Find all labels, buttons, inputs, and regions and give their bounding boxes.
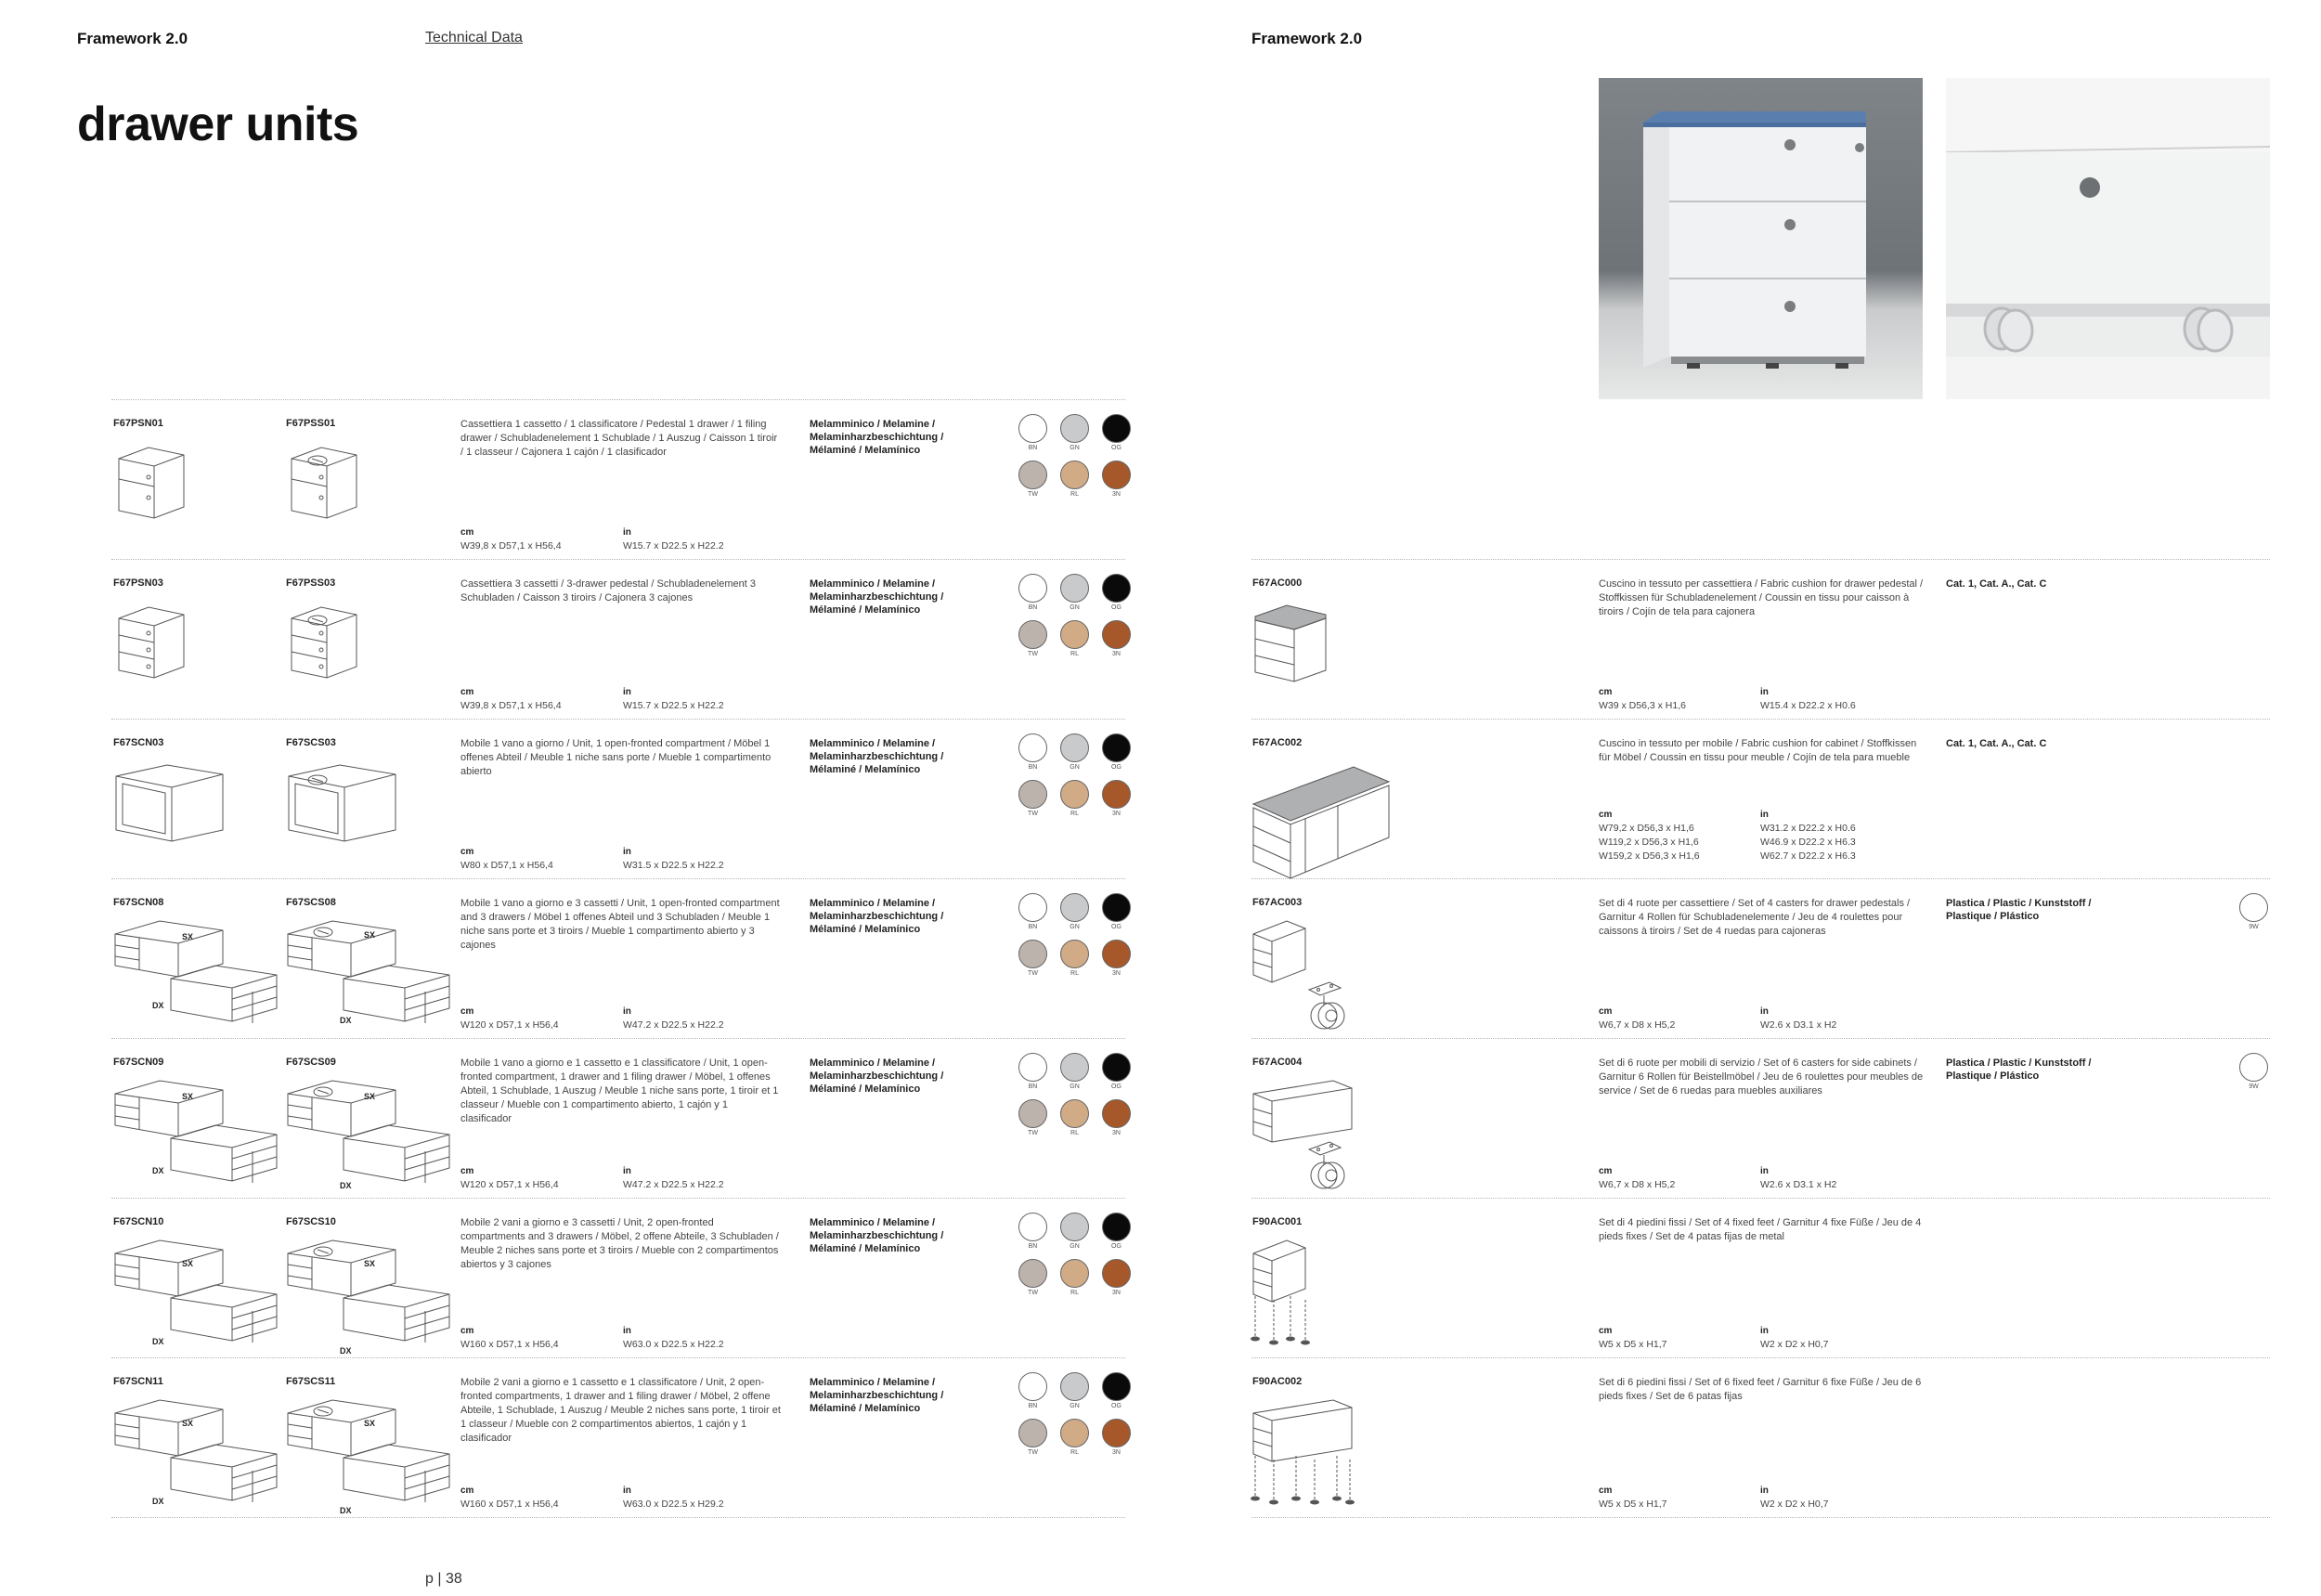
color-swatch-label: 3N: [1112, 970, 1121, 977]
dimensions-cm: W39 x D56,3 x H1,6: [1599, 700, 1686, 711]
dimensions-in: W63.0 x D22.5 x H22.2: [623, 1339, 724, 1350]
color-swatch-3n[interactable]: [1102, 461, 1131, 489]
color-swatch-label: BN: [1028, 924, 1038, 930]
color-swatch-label: BN: [1028, 604, 1038, 611]
accessory-code: F67AC000: [1252, 577, 1303, 589]
color-swatch-label: RL: [1070, 970, 1079, 977]
page-number: p | 38: [425, 1571, 462, 1587]
color-swatch-label: GN: [1070, 1243, 1080, 1250]
right-variant-label: DX: [152, 1166, 164, 1175]
accessory-drawing: [1250, 748, 1398, 892]
color-swatch-rl[interactable]: [1060, 461, 1089, 489]
dimensions-cm: W5 x D5 x H1,7: [1599, 1339, 1667, 1350]
unit-in-label: in: [623, 1006, 631, 1017]
product-code: F67SCN08: [113, 897, 164, 908]
material: Melamminico / Melamine / Melaminharzbeschichtung / Mélaminé / Melamínico: [810, 1058, 944, 1095]
unit-cm-label: cm: [1599, 1166, 1613, 1176]
accessory-code: F67AC003: [1252, 897, 1303, 908]
color-swatch-label: BN: [1028, 445, 1038, 451]
unit-cm-label: cm: [460, 527, 474, 538]
color-swatch-label: 3N: [1112, 491, 1121, 498]
unit-cm-label: cm: [1599, 810, 1613, 820]
color-swatch-label: TW: [1028, 1130, 1038, 1136]
accessory-row: [0, 1198, 2321, 1357]
product-description: Mobile 1 vano a giorno e 1 cassetto e 1 classificatore / Unit, 1 open-fronted compartment, 1 drawer and 1 filing drawer / Möbel, 1 offenes Abteil, 1 Schublade, 1 Auszug / Meuble 1 niche sans porte, 1 tiroir et 1 classeur / Mueble con 1 compartimento abierto, 1 cajón y 1 clasificador: [460, 1058, 779, 1124]
product-description: Mobile 1 vano a giorno e 3 cassetti / Unit, 1 open-fronted compartment and 3 drawers / Möbel 1 offenes Abteil und 3 Schubladen / Meuble 1 niche sans porte et 3 tiroirs / Mueble 1 compartimento abierto y 3 cajones: [460, 898, 780, 951]
right-variant-label-alt: DX: [340, 1181, 352, 1190]
color-swatch-label: OG: [1111, 1403, 1122, 1409]
dimensions-in: W15.7 x D22.5 x H22.2: [623, 700, 724, 711]
unit-in-label: in: [623, 527, 631, 538]
unit-in-label: in: [1760, 1006, 1769, 1017]
product-code-alt: F67PSS03: [286, 577, 336, 589]
dimensions-in: W15.7 x D22.5 x H22.2: [623, 540, 724, 551]
material: Melamminico / Melamine / Melaminharzbeschichtung / Mélaminé / Melamínico: [810, 1377, 944, 1414]
accessory-description: Set di 4 ruote per cassettiere / Set of 4 casters for drawer pedestals / Garnitur 4 Rollen für Schubladenelemente / Jeu de 4 roulettes pour caissons à tiroirs / Set de 4 ruedas para cajoneras: [1599, 898, 1911, 937]
color-swatch-label: TW: [1028, 491, 1038, 498]
material: Melamminico / Melamine / Melaminharzbeschichtung / Mélaminé / Melamínico: [810, 1217, 944, 1254]
color-swatch-9w[interactable]: [2239, 1053, 2268, 1082]
product-description: Cassettiera 1 cassetto / 1 classificatore / Pedestal 1 drawer / 1 filing drawer / Schubladenelement 1 Schublade / 1 Auszug / Caisson 1 tiroir / 1 classeur / Cajonera 1 cajón / 1 clasificador: [460, 419, 778, 458]
color-swatch-label: RL: [1070, 1449, 1079, 1456]
color-swatch-label: BN: [1028, 1243, 1038, 1250]
accessory-material: Cat. 1, Cat. A., Cat. C: [1946, 578, 2047, 590]
technical-data-link[interactable]: Technical Data: [425, 30, 523, 45]
accessory-drawing: [1250, 596, 1370, 720]
color-swatch-label: GN: [1070, 1403, 1080, 1409]
unit-cm-label: cm: [460, 847, 474, 857]
accessory-drawing: [1250, 1075, 1370, 1199]
unit-cm-label: cm: [460, 687, 474, 697]
dimensions-cm: W120 x D57,1 x H56,4: [460, 1179, 559, 1190]
color-swatch-label: TW: [1028, 651, 1038, 657]
material: Melamminico / Melamine / Melaminharzbeschichtung / Mélaminé / Melamínico: [810, 898, 944, 935]
dimensions-cm: W80 x D57,1 x H56,4: [460, 860, 553, 871]
product-code-alt: F67PSS01: [286, 418, 336, 429]
product-code-alt: F67SCS08: [286, 897, 336, 908]
color-swatch-gn[interactable]: [1060, 414, 1089, 443]
unit-in-label: in: [623, 1486, 631, 1496]
color-swatch-9w[interactable]: [2239, 893, 2268, 922]
dimensions-cm: W79,2 x D56,3 x H1,6 W119,2 x D56,3 x H1,6 W159,2 x D56,3 x H1,6: [1599, 823, 1700, 862]
product-code: F67SCN03: [113, 737, 164, 748]
material: Melamminico / Melamine / Melaminharzbeschichtung / Mélaminé / Melamínico: [810, 738, 944, 775]
color-swatch-bn[interactable]: [1018, 414, 1047, 443]
left-variant-label-alt: SX: [364, 1419, 376, 1428]
color-swatch-label: GN: [1070, 764, 1080, 771]
right-variant-label-alt: DX: [340, 1016, 352, 1025]
product-drawing: [111, 436, 227, 529]
product-photo-casters: [1946, 78, 2270, 399]
material: Melamminico / Melamine / Melaminharzbeschichtung / Mélaminé / Melamínico: [810, 419, 944, 456]
dimensions-cm: W5 x D5 x H1,7: [1599, 1499, 1667, 1510]
dimensions-cm: W160 x D57,1 x H56,4: [460, 1339, 559, 1350]
product-description: Cassettiera 3 cassetti / 3-drawer pedestal / Schubladenelement 3 Schubladen / Caisson 3 tiroirs / Cajonera 3 cajones: [460, 578, 756, 603]
color-swatch-label: BN: [1028, 1083, 1038, 1090]
unit-cm-label: cm: [460, 1486, 474, 1496]
unit-cm-label: cm: [1599, 1006, 1613, 1017]
accessory-code: F90AC002: [1252, 1376, 1303, 1387]
unit-cm-label: cm: [1599, 1326, 1613, 1336]
dimensions-cm: W120 x D57,1 x H56,4: [460, 1019, 559, 1031]
color-swatch-label: OG: [1111, 445, 1122, 451]
color-swatch-label: RL: [1070, 651, 1079, 657]
accessory-material: Cat. 1, Cat. A., Cat. C: [1946, 738, 2047, 749]
color-swatch-label: 3N: [1112, 651, 1121, 657]
product-code: F67PSN01: [113, 418, 163, 429]
accessory-code: F67AC004: [1252, 1057, 1303, 1068]
left-variant-label: SX: [182, 1419, 194, 1428]
color-swatch-label: 3N: [1112, 1290, 1121, 1296]
material: Melamminico / Melamine / Melaminharzbeschichtung / Mélaminé / Melamínico: [810, 578, 944, 616]
dimensions-in: W63.0 x D22.5 x H29.2: [623, 1499, 724, 1510]
dimensions-in: W2 x D2 x H0,7: [1760, 1499, 1829, 1510]
color-swatch-label: TW: [1028, 811, 1038, 817]
dimensions-in: W31.2 x D22.2 x H0.6 W46.9 x D22.2 x H6.3 W62.7 x D22.2 x H6.3: [1760, 823, 1856, 862]
dimensions-in: W2.6 x D3.1 x H2: [1760, 1019, 1837, 1031]
accessory-description: Set di 6 piedini fissi / Set of 6 fixed feet / Garnitur 6 fixe Füße / Jeu de 6 pieds fixes / Set de 6 patas fijas: [1599, 1377, 1922, 1402]
right-variant-label: DX: [152, 1001, 164, 1010]
unit-cm-label: cm: [1599, 687, 1613, 697]
product-description: Mobile 2 vani a giorno e 3 cassetti / Unit, 2 open-fronted compartments and 3 drawers / Möbel, 2 offene Abteile, 3 Schubladen / Meuble 2 niches sans porte et 3 tiroirs / Mueble con 2 compartimentos abiertos y 3 cajones: [460, 1217, 779, 1270]
accessory-description: Cuscino in tessuto per cassettiera / Fabric cushion for drawer pedestal / Stoffkissen für Schubladenelement / Coussin en tissu pour caisson à tiroirs / Cojín de tela para cajonera: [1599, 578, 1924, 617]
color-swatch-label: OG: [1111, 1243, 1122, 1250]
dimensions-cm: W160 x D57,1 x H56,4: [460, 1499, 559, 1510]
unit-cm-label: cm: [460, 1006, 474, 1017]
color-swatch-label: TW: [1028, 1449, 1038, 1456]
color-swatch-tw[interactable]: [1018, 461, 1047, 489]
color-swatch-label: GN: [1070, 604, 1080, 611]
product-code: F67SCN11: [113, 1376, 163, 1387]
color-swatch-label: OG: [1111, 924, 1122, 930]
accessory-material: Plastica / Plastic / Kunststoff / Plastique / Plástico: [1946, 898, 2092, 922]
unit-in-label: in: [1760, 1166, 1769, 1176]
color-swatch-label: TW: [1028, 970, 1038, 977]
left-variant-label-alt: SX: [364, 1259, 376, 1268]
product-code-alt: F67SCS10: [286, 1216, 336, 1227]
product-code-alt: F67SCS03: [286, 737, 336, 748]
brand-left: Framework 2.0: [77, 30, 188, 47]
color-swatch-label: BN: [1028, 764, 1038, 771]
unit-in-label: in: [1760, 1326, 1769, 1336]
color-swatch-label: OG: [1111, 1083, 1122, 1090]
left-variant-label: SX: [182, 1092, 194, 1101]
unit-in-label: in: [623, 687, 631, 697]
dimensions-in: W47.2 x D22.5 x H22.2: [623, 1179, 724, 1190]
product-code: F67SCN10: [113, 1216, 164, 1227]
left-variant-label-alt: SX: [364, 930, 376, 940]
product-description: Mobile 1 vano a giorno / Unit, 1 open-fronted compartment / Möbel 1 offenes Abteil / Meuble 1 niche sans porte / Mueble 1 compartimento abierto: [460, 738, 772, 777]
accessory-row: [0, 559, 2321, 719]
right-variant-label-alt: DX: [340, 1506, 352, 1515]
dimensions-in: W2.6 x D3.1 x H2: [1760, 1179, 1837, 1190]
product-drawing-alt: [284, 436, 400, 529]
color-swatch-label: RL: [1070, 811, 1079, 817]
dimensions-in: W31.5 x D22.5 x H22.2: [623, 860, 724, 871]
dimensions-cm: W39,8 x D57,1 x H56,4: [460, 700, 562, 711]
color-swatch-og[interactable]: [1102, 414, 1131, 443]
accessory-drawing: [1250, 1235, 1370, 1358]
color-swatch-label: 3N: [1112, 1130, 1121, 1136]
product-photo-pedestal: [1599, 78, 1923, 399]
left-variant-label-alt: SX: [364, 1092, 376, 1101]
accessory-description: Set di 6 ruote per mobili di servizio / Set of 6 casters for side cabinets / Garnitur 6 Rollen für Beistellmöbel / Jeu de 6 roulettes pour meubles de service / Set de 6 ruedas para muebles auxiliares: [1599, 1058, 1924, 1096]
accessory-description: Cuscino in tessuto per mobile / Fabric cushion for cabinet / Stoffkissen für Möbel / Coussin en tissu pour meuble / Cojín de tela para mueble: [1599, 738, 1917, 763]
color-swatch-label: OG: [1111, 604, 1122, 611]
unit-cm-label: cm: [460, 1166, 474, 1176]
accessory-row: [0, 878, 2321, 1038]
unit-in-label: in: [623, 847, 631, 857]
color-swatch-label: GN: [1070, 1083, 1080, 1090]
color-swatch-label: 3N: [1112, 811, 1121, 817]
product-code-alt: F67SCS09: [286, 1057, 336, 1068]
product-row: [0, 399, 1160, 559]
product-code: F67SCN09: [113, 1057, 164, 1068]
unit-cm-label: cm: [1599, 1486, 1613, 1496]
accessory-code: F90AC001: [1252, 1216, 1303, 1227]
product-code: F67PSN03: [113, 577, 163, 589]
color-swatch-label: RL: [1070, 1290, 1079, 1296]
dimensions-in: W2 x D2 x H0,7: [1760, 1339, 1829, 1350]
row-divider: [1251, 1517, 2270, 1518]
unit-in-label: in: [623, 1326, 631, 1336]
row-divider: [111, 1517, 1125, 1518]
color-swatch-label: 9W: [2249, 1083, 2259, 1090]
left-variant-label: SX: [182, 932, 194, 941]
accessory-material: Plastica / Plastic / Kunststoff / Plastique / Plástico: [1946, 1058, 2092, 1082]
product-code-alt: F67SCS11: [286, 1376, 336, 1387]
page-title: drawer units: [77, 97, 359, 151]
unit-in-label: in: [623, 1166, 631, 1176]
dimensions-cm: W6,7 x D8 x H5,2: [1599, 1179, 1676, 1190]
accessory-drawing: [1250, 915, 1370, 1039]
color-swatch-label: BN: [1028, 1403, 1038, 1409]
unit-in-label: in: [1760, 687, 1769, 697]
right-variant-label-alt: DX: [340, 1346, 352, 1356]
right-variant-label: DX: [152, 1337, 164, 1346]
dimensions-in: W15.4 x D22.2 x H0.6: [1760, 700, 1856, 711]
color-swatch-label: TW: [1028, 1290, 1038, 1296]
unit-in-label: in: [1760, 810, 1769, 820]
color-swatch-label: RL: [1070, 1130, 1079, 1136]
accessory-drawing: [1250, 1395, 1370, 1518]
color-swatch-label: 9W: [2249, 924, 2259, 930]
dimensions-in: W47.2 x D22.5 x H22.2: [623, 1019, 724, 1031]
accessory-description: Set di 4 piedini fissi / Set of 4 fixed feet / Garnitur 4 fixe Füße / Jeu de 4 pieds fixes / Set de 4 patas fijas de metal: [1599, 1217, 1922, 1242]
accessory-row: [0, 719, 2321, 878]
accessory-code: F67AC002: [1252, 737, 1303, 748]
right-variant-label: DX: [152, 1497, 164, 1506]
dimensions-cm: W39,8 x D57,1 x H56,4: [460, 540, 562, 551]
unit-in-label: in: [1760, 1486, 1769, 1496]
color-swatch-label: 3N: [1112, 1449, 1121, 1456]
accessory-row: [0, 1357, 2321, 1517]
left-variant-label: SX: [182, 1259, 194, 1268]
dimensions-cm: W6,7 x D8 x H5,2: [1599, 1019, 1676, 1031]
color-swatch-label: OG: [1111, 764, 1122, 771]
color-swatch-label: GN: [1070, 445, 1080, 451]
accessory-row: [0, 1038, 2321, 1198]
brand-right: Framework 2.0: [1251, 30, 1363, 47]
unit-cm-label: cm: [460, 1326, 474, 1336]
product-description: Mobile 2 vani a giorno e 1 cassetto e 1 classificatore / Unit, 2 open-fronted compartments, 1 drawer and 1 filing drawer / Möbel, 2 offene Abteile, 1 Schublade, 1 Auszug / Meuble 2 niches sans porte, 1 tiroir et 1 classeur / Mueble con 2 compartimentos abiertos, 1 cajón y 1 clasificador: [460, 1377, 781, 1444]
color-swatch-label: GN: [1070, 924, 1080, 930]
color-swatch-label: RL: [1070, 491, 1079, 498]
